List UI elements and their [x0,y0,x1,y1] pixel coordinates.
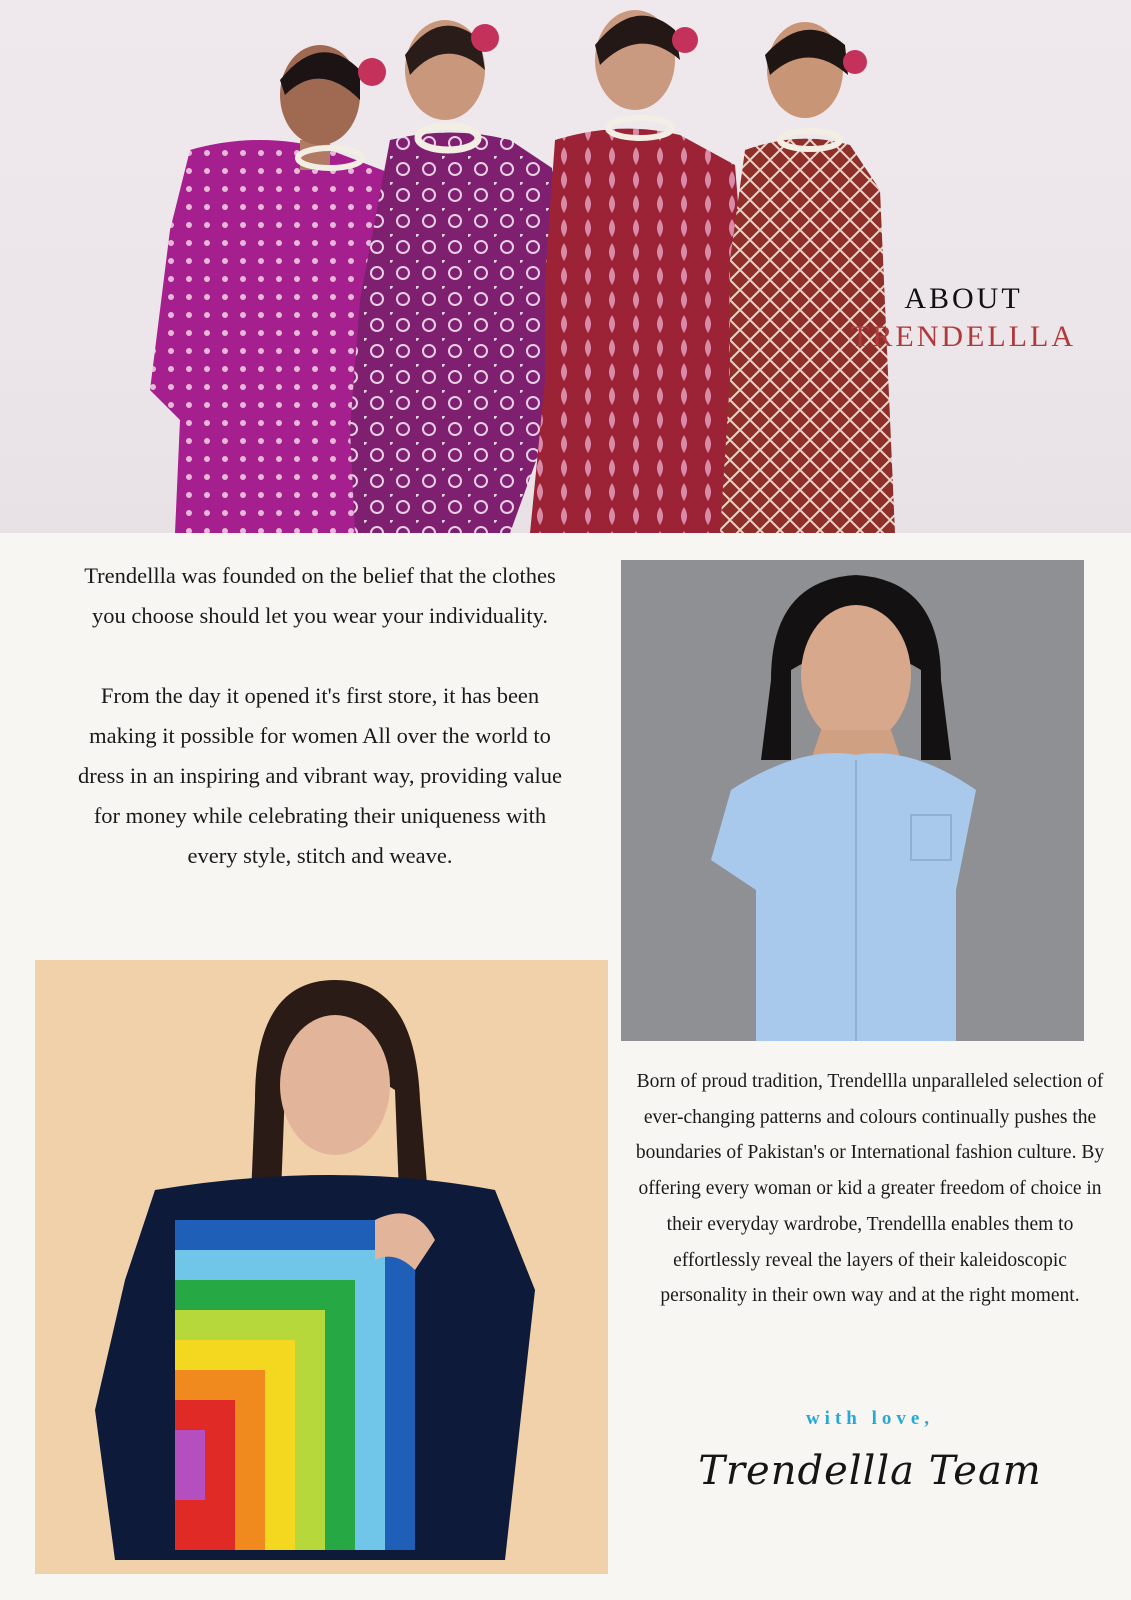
hero-banner [0,0,1131,533]
story-text: Born of proud tradition, Trendellla unparalleled selection of ever-changing patterns and colours continually pushes the boundaries of Pakistan's or International fashion culture. By offering every woman or kid a greater freedom of choice in their everyday wardrobe, Trendellla enables them to effortlessly reveal the layers of their kaleidoscopic personality in their own way and at the right moment. [635,1071,1105,1307]
with-love-label: with love, [805,1408,935,1429]
intro-text [70,556,570,916]
blue-shirt-photo [621,560,1084,1041]
team-signature: Trendellla Team [698,1448,1042,1494]
about-label: ABOUT [904,282,1023,315]
hero-models-illustration [0,0,1131,533]
rainbow-sweater-photo [35,960,608,1574]
intro-paragraph-1: Trendellla was founded on the belief that the clothes you choose should let you wear your individuality. [84,563,556,628]
brand-name: TRENDELLLA [851,320,1076,353]
intro-paragraph-2: From the day it opened it's first store, it has been making it possible for women All over the world to dress in an inspiring and vibrant way, providing value for money while celebrating their uniqueness with every style, stitch and weave. [77,683,563,868]
about-heading [851,282,1076,354]
